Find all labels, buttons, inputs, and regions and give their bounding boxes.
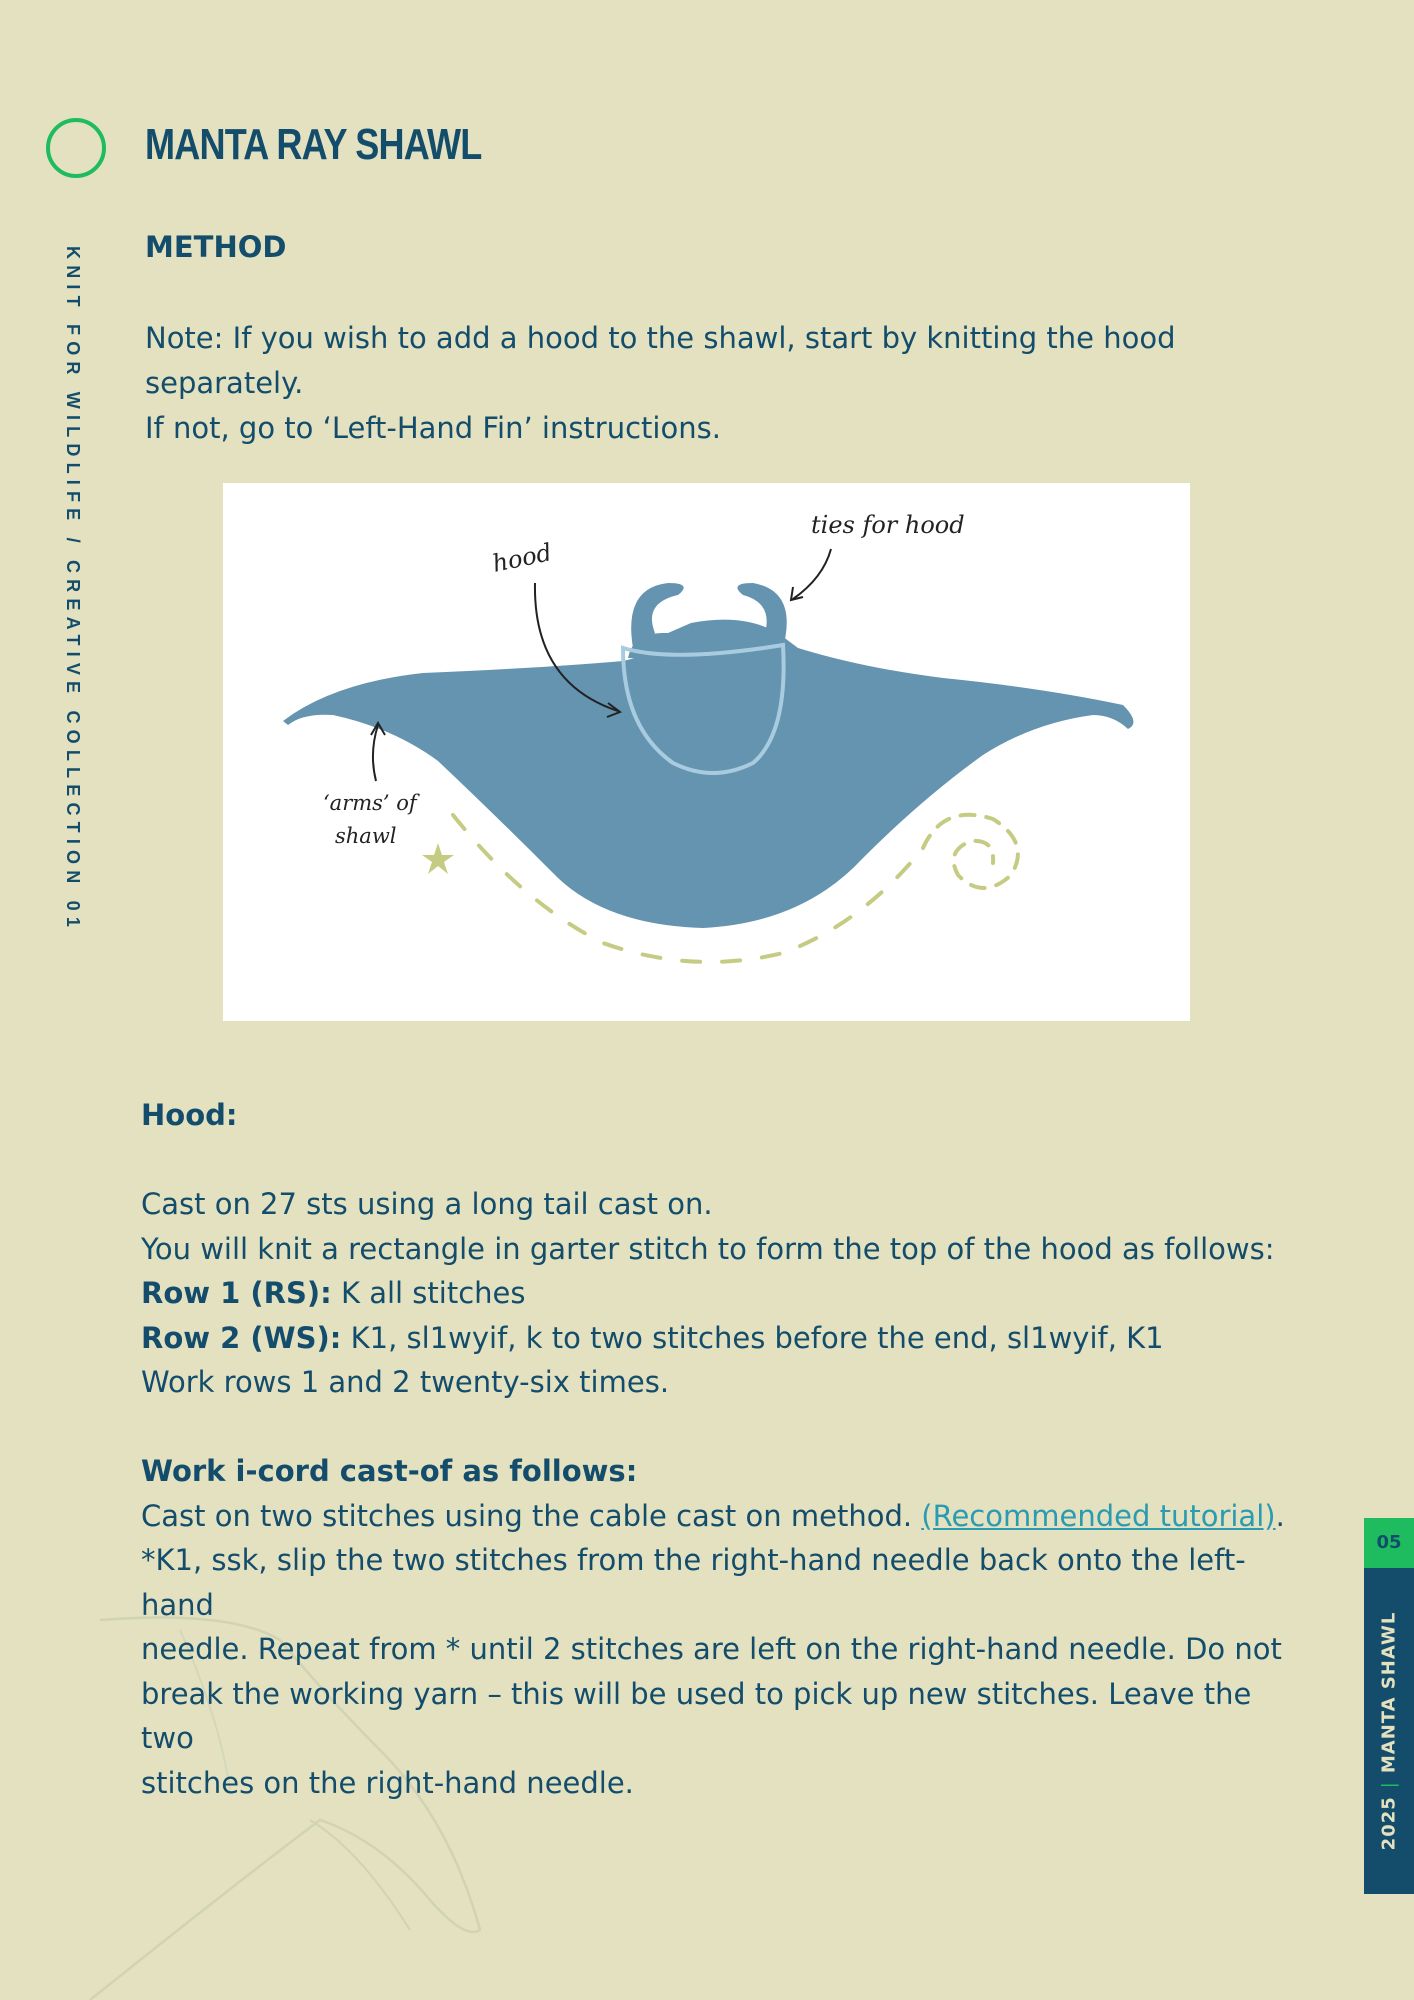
cast-on-line: Cast on 27 sts using a long tail cast on. xyxy=(141,1187,713,1221)
ties-arrow xyxy=(793,549,831,599)
method-note xyxy=(145,316,1295,451)
icord-line-4: break the working yarn – this will be used to pick up new stitches. Leave the two xyxy=(141,1676,1252,1755)
recommended-tutorial-link[interactable]: (Recommended tutorial) xyxy=(921,1498,1276,1533)
icord-heading: Work i-cord cast-of as follows: xyxy=(141,1454,638,1488)
row2-label: Row 2 (WS): xyxy=(141,1320,342,1355)
label-arms-2: shawl xyxy=(335,824,397,848)
hood-heading: Hood: xyxy=(141,1098,238,1132)
side-tab-label xyxy=(1364,1568,1414,1894)
icord-line-3: needle. Repeat from * until 2 stitches are left on the right-hand needle. Do not xyxy=(141,1632,1282,1666)
row1-line xyxy=(141,1271,1301,1316)
row2-text: K1, sl1wyif, k to two stitches before the end, sl1wyif, K1 xyxy=(341,1320,1164,1355)
label-arms-1: ‘arms’ of xyxy=(323,791,417,815)
note-line-2: If not, go to ‘Left-Hand Fin’ instructions. xyxy=(145,411,721,445)
manta-ray-svg xyxy=(223,483,1190,1021)
row1-label: Row 1 (RS): xyxy=(141,1276,332,1310)
label-ties: ties for hood xyxy=(811,511,965,539)
instructions xyxy=(141,1093,1301,1805)
arms-arrow xyxy=(373,725,378,781)
side-vertical-text: KNIT FOR WILDLIFE / CREATIVE COLLECTION 01 xyxy=(63,246,83,934)
icord-line-1-text: Cast on two stitches using the cable cast on method. xyxy=(141,1498,922,1533)
row2-line xyxy=(141,1316,1301,1361)
icord-line-2: *K1, ssk, slip the two stitches from the right-hand needle back onto the left-hand xyxy=(141,1543,1246,1622)
swirl xyxy=(923,815,1018,888)
side-tab xyxy=(1364,1518,1414,1894)
circle-mark-icon xyxy=(46,118,106,178)
icord-line-1-end: . xyxy=(1275,1498,1285,1533)
tab-label: MANTA SHAWL xyxy=(1378,1611,1400,1774)
label-hood: hood xyxy=(489,538,555,578)
row1-text: K all stitches xyxy=(331,1276,526,1310)
note-line-1: Note: If you wish to add a hood to the shawl, start by knitting the hood separately. xyxy=(145,321,1176,400)
rectangle-line: You will knit a rectangle in garter stitch to form the top of the hood as follows: xyxy=(141,1231,1275,1266)
page-title: MANTA RAY SHAWL xyxy=(145,120,482,169)
tab-separator: | xyxy=(1378,1781,1400,1789)
manta-ray-illustration xyxy=(223,483,1190,1021)
page-number: 05 xyxy=(1364,1518,1414,1568)
star-icon xyxy=(422,843,454,874)
method-heading: METHOD xyxy=(145,230,287,264)
icord-line-5: stitches on the right-hand needle. xyxy=(141,1765,634,1800)
icord-line-1 xyxy=(141,1494,1301,1539)
repeat-line: Work rows 1 and 2 twenty-six times. xyxy=(141,1365,670,1399)
tab-year: 2025 xyxy=(1378,1796,1400,1851)
